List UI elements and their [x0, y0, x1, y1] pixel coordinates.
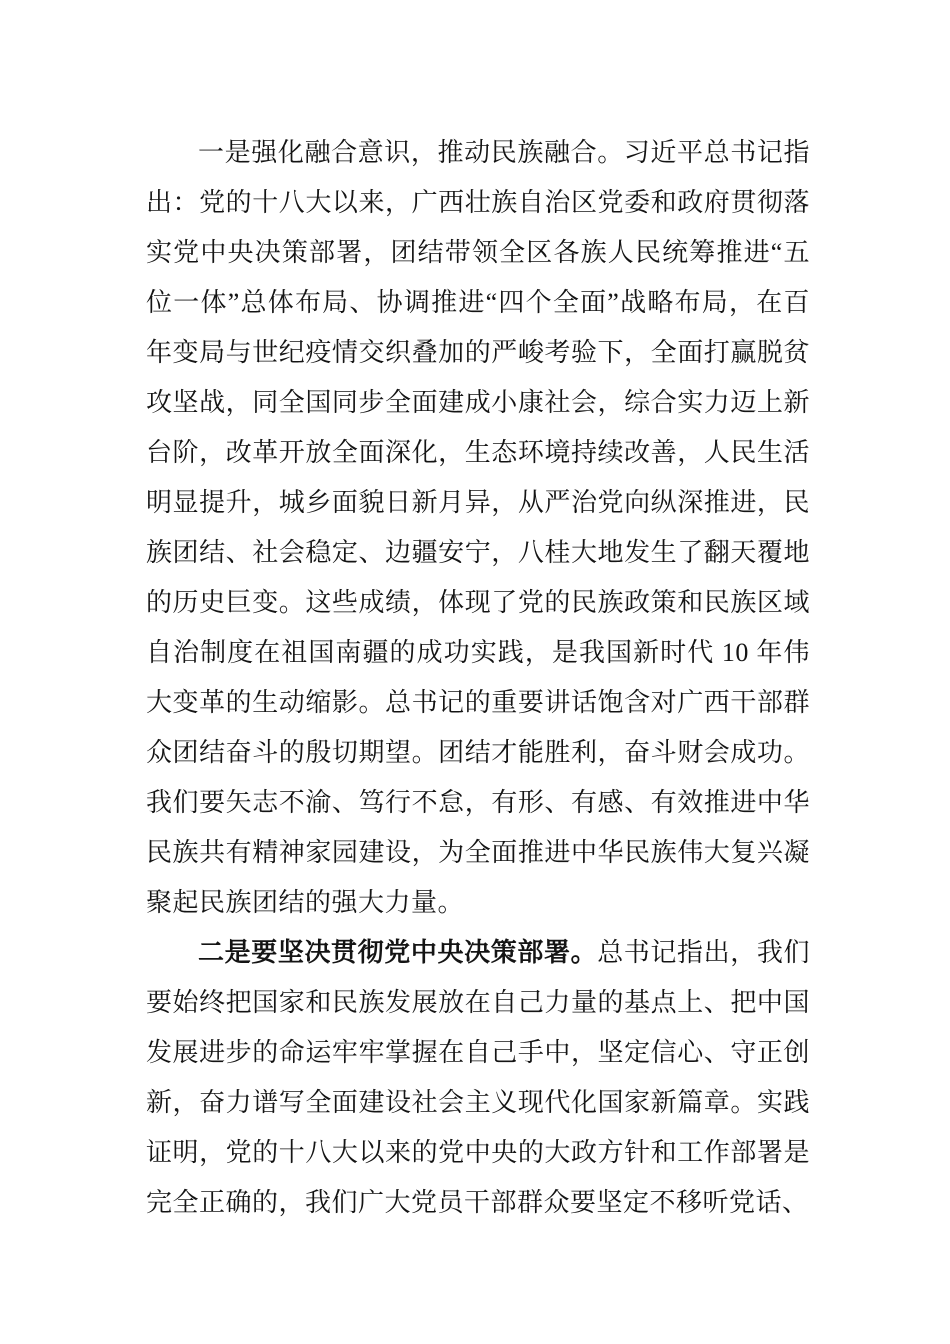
- paragraph-1: [146, 128, 810, 928]
- paragraph-2-bold-lead: 二是要坚决贯彻党中央决策部署。: [198, 938, 598, 967]
- paragraph-1-text: 一是强化融合意识，推动民族融合。习近平总书记指出：党的十八大以来，广西壮族自治区党委和政府贯彻落实党中央决策部署，团结带领全区各族人民统筹推进“五位一体”总体布局、协调推进“四个全面”战略布局，在百年变局与世纪疫情交织叠加的严峻考验下，全面打赢脱贫攻坚战，同全国同步全面建成小康社会，综合实力迈上新台阶，改革开放全面深化，生态环境持续改善，人民生活明显提升，城乡面貌日新月异，从严治党向纵深推进，民族团结、社会稳定、边疆安宁，八桂大地发生了翻天覆地的历史巨变。这些成绩，体现了党的民族政策和民族区域自治制度在祖国南疆的成功实践，是我国新时代 10 年伟大变革的生动缩影。总书记的重要讲话饱含对广西干部群众团结奋斗的殷切期望。团结才能胜利，奋斗财会成功。我们要矢志不渝、笃行不怠，有形、有感、有效推进中华民族共有精神家园建设，为全面推进中华民族伟大复兴凝聚起民族团结的强大力量。: [146, 138, 810, 917]
- paragraph-2-text: 总书记指出，我们要始终把国家和民族发展放在自己力量的基点上、把中国发展进步的命运牢牢掌握在自己手中，坚定信心、守正创新，奋力谱写全面建设社会主义现代化国家新篇章。实践证明，党的十八大以来的党中央的大政方针和工作部署是完全正确的，我们广大党员干部群众要坚定不移听党话、: [146, 938, 810, 1217]
- paragraph-2: [146, 928, 810, 1228]
- document-body: [146, 128, 810, 1228]
